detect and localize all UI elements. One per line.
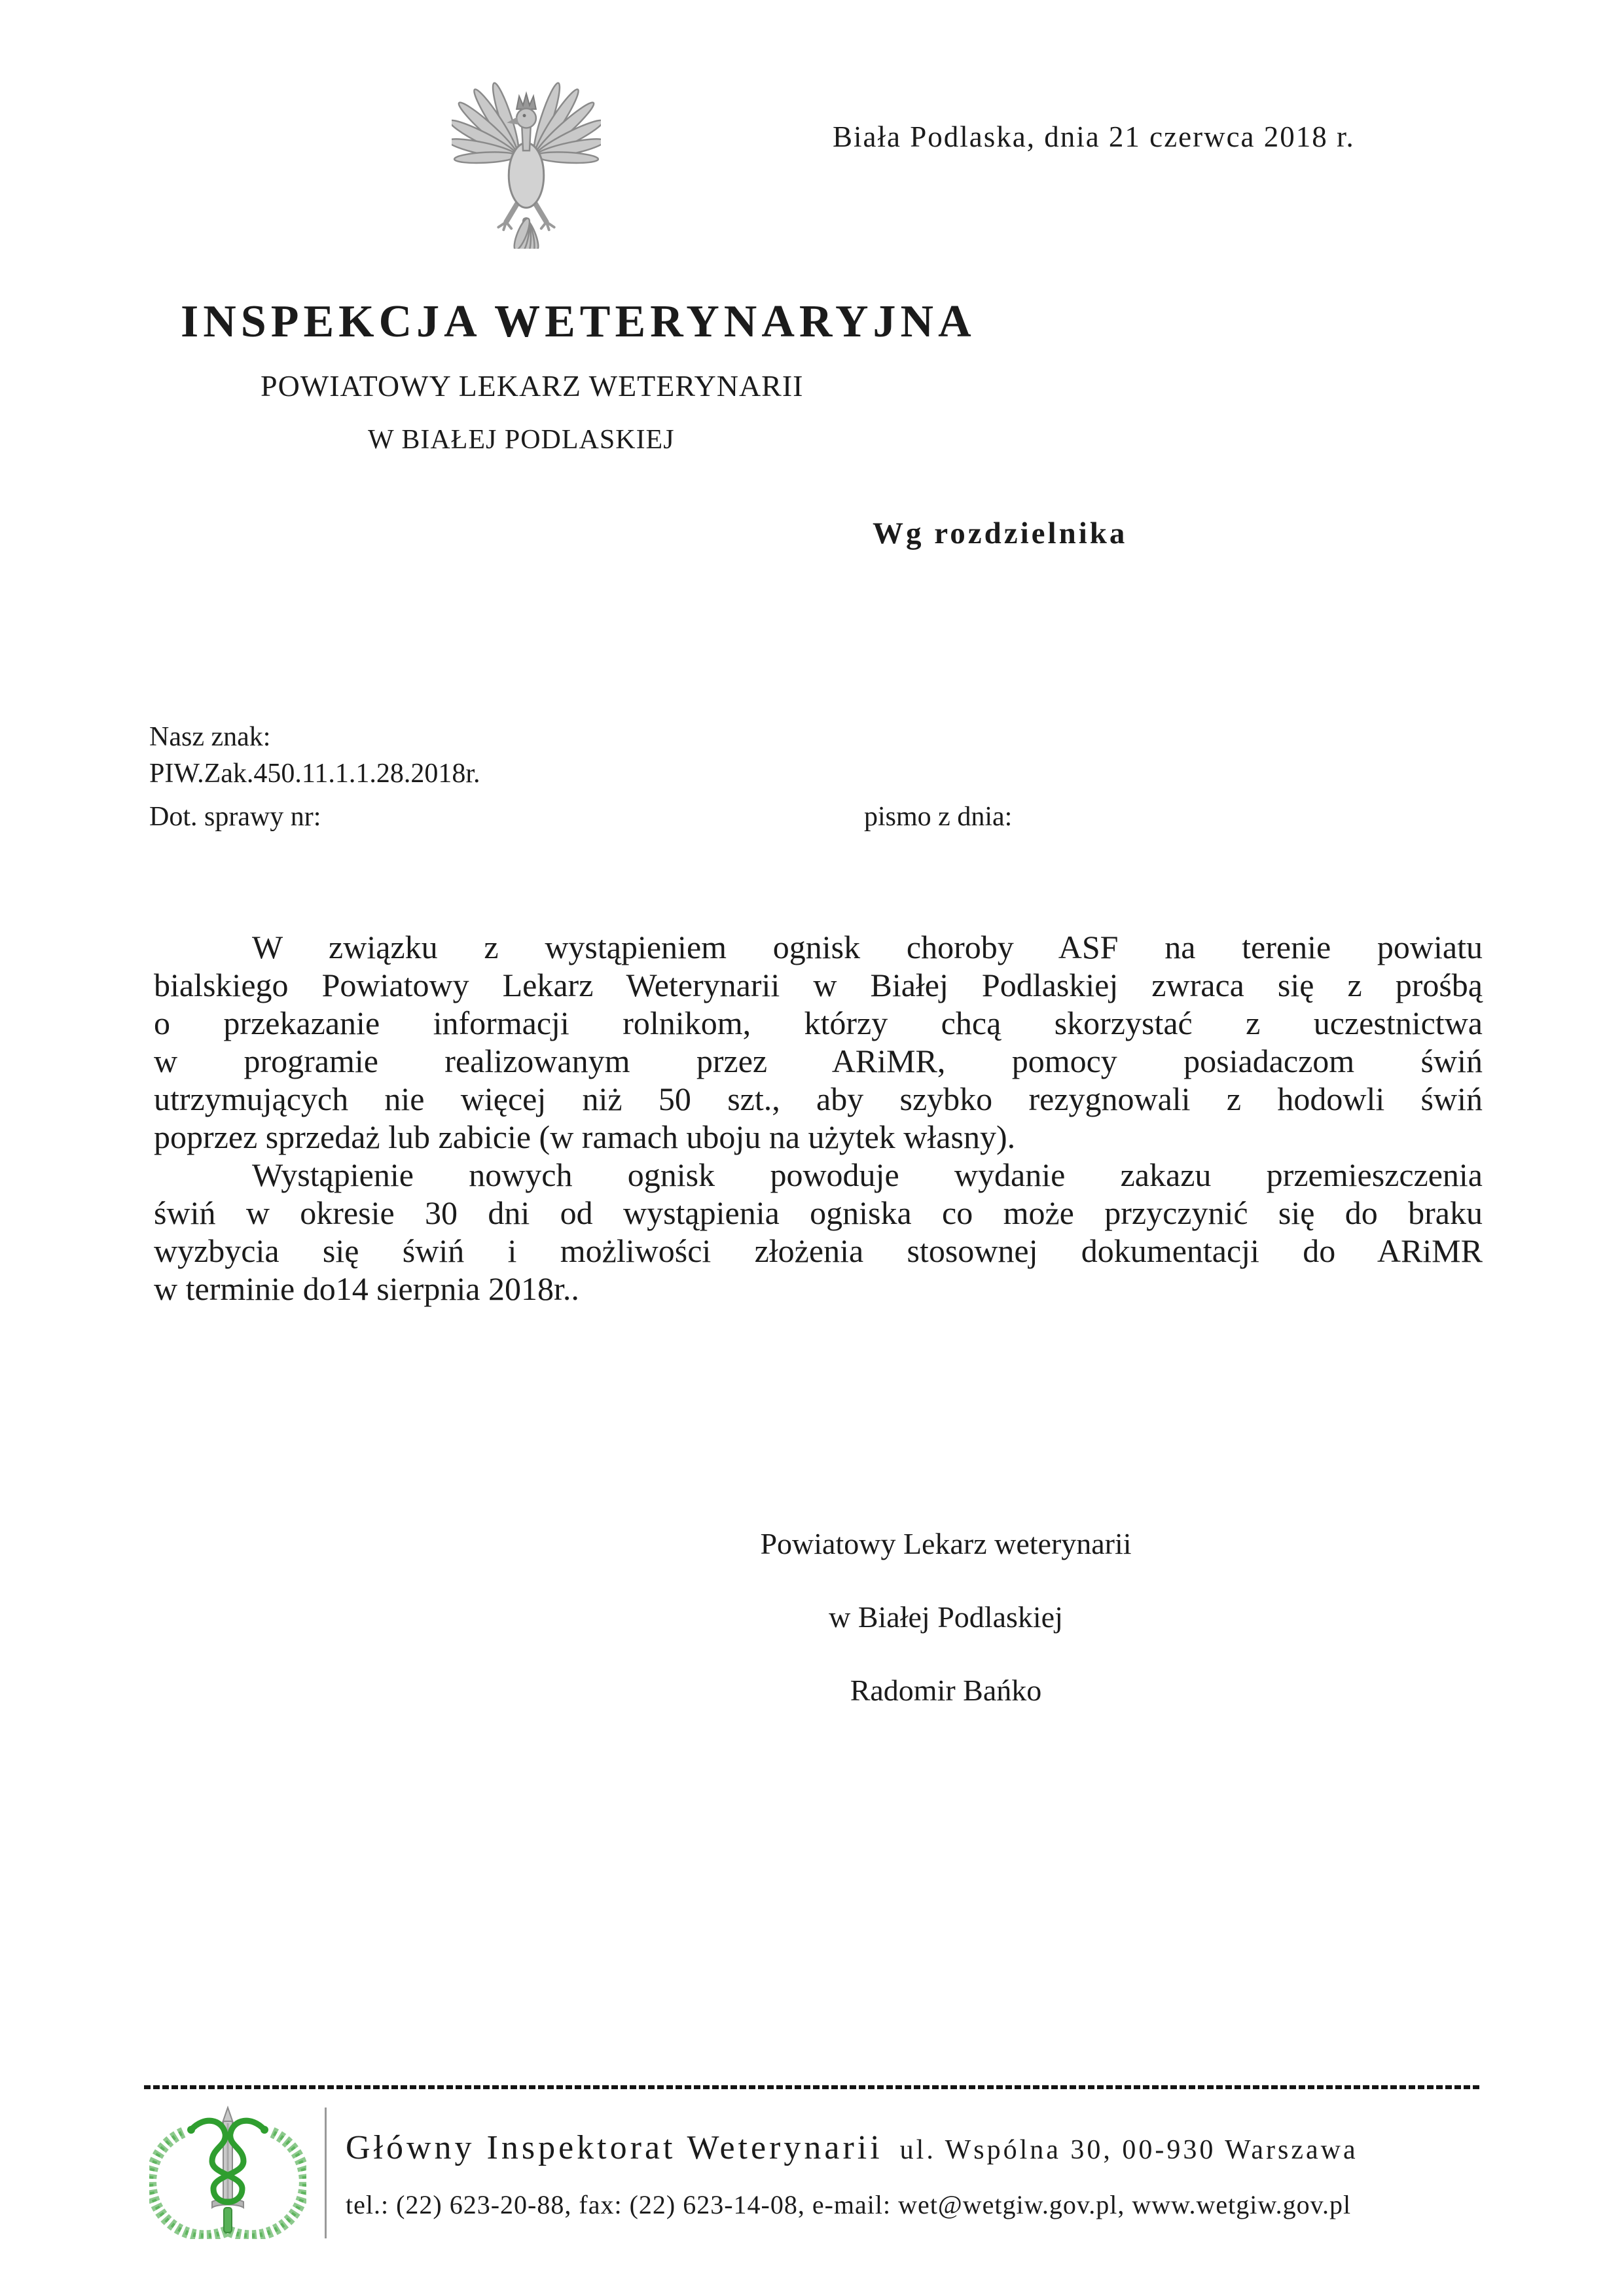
sword-tip <box>223 2108 233 2123</box>
paragraph-line: W związku z wystąpieniem ognisk choroby ASF na terenie powiatu <box>252 929 1483 965</box>
footer-contact-line: tel.: (22) 623-20-88, fax: (22) 623-14-08, e-mail: wet@wetgiw.gov.pl, www.wetgiw.gov.pl <box>346 2190 1352 2219</box>
letterhead-office: POWIATOWY LEKARZ WETERYNARII <box>261 369 804 403</box>
snake-right <box>213 2121 264 2202</box>
veterinary-inspectorate-logo-icon <box>149 2105 306 2239</box>
snake-left <box>191 2121 242 2202</box>
footer-text-block <box>346 2128 1498 2220</box>
signature-name: Radomir Bańko <box>850 1674 1042 1707</box>
eagle-eye <box>523 114 526 117</box>
snake-left-head <box>187 2126 195 2134</box>
paragraph-line: świń w okresie 30 dni od wystąpienia ogniska co może przyczynić się do braku <box>154 1194 1483 1231</box>
paragraph-2 <box>154 1156 1483 1308</box>
snake-right-head <box>261 2126 268 2134</box>
eagle-body <box>509 143 544 207</box>
letter-date-label: pismo z dnia: <box>864 802 1013 832</box>
letterhead-inspection: INSPEKCJA WETERYNARYJNA <box>181 296 976 347</box>
signature-title-line1: Powiatowy Lekarz weterynarii <box>760 1527 1132 1560</box>
reference-block <box>149 719 480 792</box>
paragraph-line: w programie realizowanym przez ARiMR, pomocy posiadaczom świń <box>154 1043 1483 1079</box>
our-ref-label: Nasz znak: <box>149 722 271 752</box>
paragraph-1 <box>154 928 1483 1156</box>
addressee: Wg rozdzielnika <box>873 516 1128 550</box>
letter-body <box>154 928 1483 1308</box>
polish-eagle-icon <box>452 77 601 249</box>
eagle-head <box>516 109 536 128</box>
eagle-crown <box>516 94 536 109</box>
footer-divider <box>144 2085 1481 2089</box>
paragraph-line: o przekazanie informacji rolnikom, którzy chcą skorzystać z uczestnictwa <box>154 1005 1483 1041</box>
footer-line1 <box>346 2128 1498 2167</box>
paragraph-line: wyzbycia się świń i możliwości złożenia stosownej dokumentacji do ARiMR <box>154 1232 1483 1269</box>
paragraph-line: w terminie do14 sierpnia 2018r.. <box>154 1270 579 1307</box>
paragraph-line: poprzez sprzedaż lub zabicie (w ramach uboju na użytek własny). <box>154 1119 1016 1155</box>
footer-org-address: ul. Wspólna 30, 00-930 Warszawa <box>899 2135 1358 2165</box>
paragraph-line: bialskiego Powiatowy Lekarz Weterynarii w Białej Podlaskiej zwraca się z prośbą <box>154 967 1483 1003</box>
signature-block <box>569 1529 1322 1749</box>
date-line: Biała Podlaska, dnia 21 czerwca 2018 r. <box>833 120 1355 153</box>
footer-org-name: Główny Inspektorat Weterynarii <box>346 2129 883 2166</box>
sword-grip <box>224 2208 232 2233</box>
letterhead-city: W BIAŁEJ PODLASKIEJ <box>368 425 675 455</box>
our-ref-value: PIW.Zak.450.11.1.1.28.2018r. <box>149 759 480 789</box>
eagle-right-wing <box>530 81 601 164</box>
paragraph-line: utrzymujących nie więcej niż 50 szt., aby szybko rezygnowali z hodowli świń <box>154 1081 1483 1117</box>
paragraph-line: Wystąpienie nowych ognisk powoduje wydanie zakazu przemieszczenia <box>252 1157 1483 1193</box>
eagle-tail <box>511 217 541 249</box>
case-number-label: Dot. sprawy nr: <box>149 802 321 832</box>
signature-title-line2: w Białej Podlaskiej <box>829 1600 1063 1634</box>
footer-separator-line <box>325 2108 327 2238</box>
